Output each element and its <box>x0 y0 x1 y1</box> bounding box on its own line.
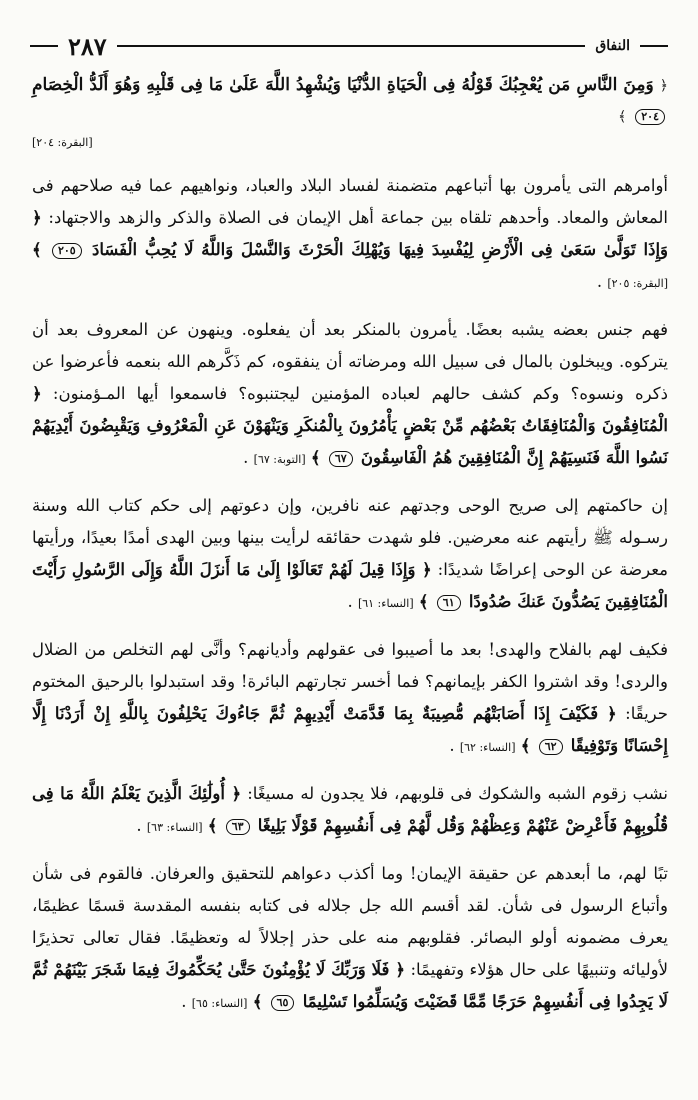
header-rule-middle <box>117 45 586 47</box>
header-rule-left <box>30 45 58 47</box>
page-body <box>32 70 668 1020</box>
verse-close-bracket: ﴾ <box>32 240 42 259</box>
quran-quote: ﴿ وَإِذَا تَوَلَّىٰ سَعَىٰ فِى الْأَرْضِ لِيُفْسِدَ فِيهَا وَيُهْلِكَ الْحَرْثَ وَالنَّسْلَ وَاللَّهُ لَا يُحِبُّ الْفَسَادَ <box>32 208 668 259</box>
quran-quote: ﴿ أُولَٰئِكَ الَّذِينَ يَعْلَمُ اللَّهُ مَا فِى قُلُوبِهِمْ فَأَعْرِضْ عَنْهُمْ وَعِظْهُمْ وَقُل لَّهُمْ فِى أَنفُسِهِمْ قَوْلًا بَلِيغًا <box>32 784 668 835</box>
end-mark: . <box>449 736 455 755</box>
verse-close-bracket: ﴾ <box>618 109 627 125</box>
ayah-number: ٢٠٥ <box>52 243 82 259</box>
quran-quote: ﴿ الْمُنَافِقُونَ وَالْمُنَافِقَاتُ بَعْضُهُم مِّنْ بَعْضٍ يَأْمُرُونَ بِالْمُنكَرِ وَيَنْهَوْنَ عَنِ الْمَعْرُوفِ وَيَقْبِضُونَ أَيْدِيَهُمْ نَسُوا اللَّهَ فَنَسِيَهُمْ إِنَّ الْمُنَافِقِينَ هُمُ الْفَاسِقُونَ <box>32 384 668 467</box>
paragraph-1 <box>32 170 668 300</box>
ayah-number: ٦٣ <box>226 819 250 835</box>
paragraph-text: فهم جنس بعضه يشبه بعضًا. يأمرون بالمنكر بعد أن يفعلوه. وينهون عن المعروف بعد أن يتركوه. ويبخلون بالمال فى سبيل الله ومرضاته أن ينفقوه، كم ذَكَّرهم الله بنعمه فأعرضوا عن ذكره ونسوه؟ وكم كشف حالهم لعباده المؤمنين ليجتنبوه؟ فاسمعوا أيها المـؤمنون: <box>32 320 668 403</box>
quran-quote: ﴿ وَإِذَا قِيلَ لَهُمْ تَعَالَوْا إِلَىٰ مَا أَنزَلَ اللَّهُ وَإِلَى الرَّسُولِ رَأَيْتَ الْمُنَافِقِينَ يَصُدُّونَ عَنكَ صُدُودًا <box>32 560 668 611</box>
quran-quote: ﴿ فَلَا وَرَبِّكَ لَا يُؤْمِنُونَ حَتَّىٰ يُحَكِّمُوكَ فِيمَا شَجَرَ بَيْنَهُمْ ثُمَّ لَا يَجِدُوا فِى أَنفُسِهِمْ حَرَجًا مِّمَّا قَضَيْتَ وَيُسَلِّمُوا تَسْلِيمًا <box>32 960 668 1011</box>
paragraph-6 <box>32 858 668 1020</box>
quran-quote: ﴿ فَكَيْفَ إِذَا أَصَابَتْهُم مُّصِيبَةٌ بِمَا قَدَّمَتْ أَيْدِيهِمْ ثُمَّ جَاءُوكَ يَحْلِفُونَ بِاللَّهِ إِنْ أَرَدْنَا إِلَّا إِحْسَانًا وَتَوْفِيقًا <box>32 704 668 755</box>
verse-close-bracket: ﴾ <box>252 992 263 1011</box>
verse-open-bracket: ﴿ <box>659 78 668 94</box>
paragraph-4 <box>32 634 668 764</box>
ayah-number: ٦١ <box>437 595 461 611</box>
end-mark: . <box>243 448 249 467</box>
header-rule-right <box>640 45 668 47</box>
verse-close-bracket: ﴾ <box>310 448 321 467</box>
paragraph-text: إن حاكمتهم إلى صريح الوحى وجدتهم عنه نافرين، وإن دعوتهم إلى حكم كتاب الله وسنة رسـوله ﷺ رأيتهم عنه معرضين. فلو شهدت حقائقه لرأيت بينها وبين الهدى أمدًا بعيدًا، ورأيتها معرضة عن الوحى إعراضًا شديدًا: <box>32 496 668 579</box>
paragraph-2 <box>32 314 668 476</box>
page-number: ٢٨٧ <box>68 31 107 61</box>
paragraph-text: فكيف لهم بالفلاح والهدى! بعد ما أصيبوا فى عقولهم وأديانهم؟ وأنَّى لهم التخلص من الضلال والردى! وقد اشتروا الكفر بإيمانهم؟ فما أخسر تجارتهم البائرة! وقد استبدلوا بالرحيق المختوم حريقًا: <box>32 640 668 723</box>
chapter-title: النفاق <box>595 38 630 54</box>
paragraph-3 <box>32 490 668 620</box>
paragraph-text: تبًا لهم، ما أبعدهم عن حقيقة الإيمان! وما أكذب دعواهم للتحقيق والعرفان. فالقوم فى شأن وأتباع الرسول فى شأن. لقد أقسم الله جل جلاله فى كتابه بنفسه المقدسة قسمًا عظيمًا، يعرف مضمونه أولو البصائر. فقلوبهم منه على حذر إجلالاً له وتعظيمًا. فقال تعالى تحذيرًا لأوليائه وتنبيهًا على حال هؤلاء وتفهيمًا: <box>32 864 668 979</box>
end-mark: . <box>136 816 142 835</box>
end-mark: . <box>181 992 187 1011</box>
end-mark: . <box>347 592 353 611</box>
verse-close-bracket: ﴾ <box>418 592 429 611</box>
paragraph-5 <box>32 778 668 844</box>
surah-reference: [البقرة: ٢٠٥] <box>607 277 668 290</box>
top-verse <box>32 70 668 132</box>
verse-close-bracket: ﴾ <box>520 736 531 755</box>
top-verse-text: وَمِنَ النَّاسِ مَن يُعْجِبُكَ قَوْلُهُ فِى الْحَيَاةِ الدُّنْيَا وَيُشْهِدُ اللَّهَ عَلَىٰ مَا فِى قَلْبِهِ وَهُوَ أَلَدُّ الْخِصَامِ <box>32 75 654 95</box>
surah-reference: [البقرة: ٢٠٤] <box>32 136 93 149</box>
ayah-number: ٦٢ <box>539 739 563 755</box>
surah-reference: [النساء: ٦٢] <box>459 741 516 754</box>
end-mark: . <box>596 272 603 291</box>
ayah-number: ٦٥ <box>271 995 295 1011</box>
paragraph-text: أوامرهم التى يأمرون بها أتباعهم متضمنة لفساد البلاد والعباد، ونواهيهم عما فيه صلاحهم فى المعاش والمعاد. وأحدهم تلقاه بين جماعة أهل الإيمان فى الصلاة والذكر والزهد والاجتهاد: <box>32 176 669 227</box>
paragraph-text: نشب زقوم الشبه والشكوك فى قلوبهم، فلا يجدون له مسيغًا: <box>247 784 669 803</box>
surah-reference: [النساء: ٦٣] <box>146 821 203 834</box>
surah-reference: [التوبة: ٦٧] <box>253 453 306 466</box>
ayah-number: ٦٧ <box>329 451 353 467</box>
ayah-number: ٢٠٤ <box>635 109 665 125</box>
surah-reference: [النساء: ٦١] <box>357 597 414 610</box>
surah-reference: [النساء: ٦٥] <box>191 997 248 1010</box>
verse-close-bracket: ﴾ <box>207 816 218 835</box>
top-verse-reference <box>32 134 668 152</box>
page-header <box>30 30 668 62</box>
